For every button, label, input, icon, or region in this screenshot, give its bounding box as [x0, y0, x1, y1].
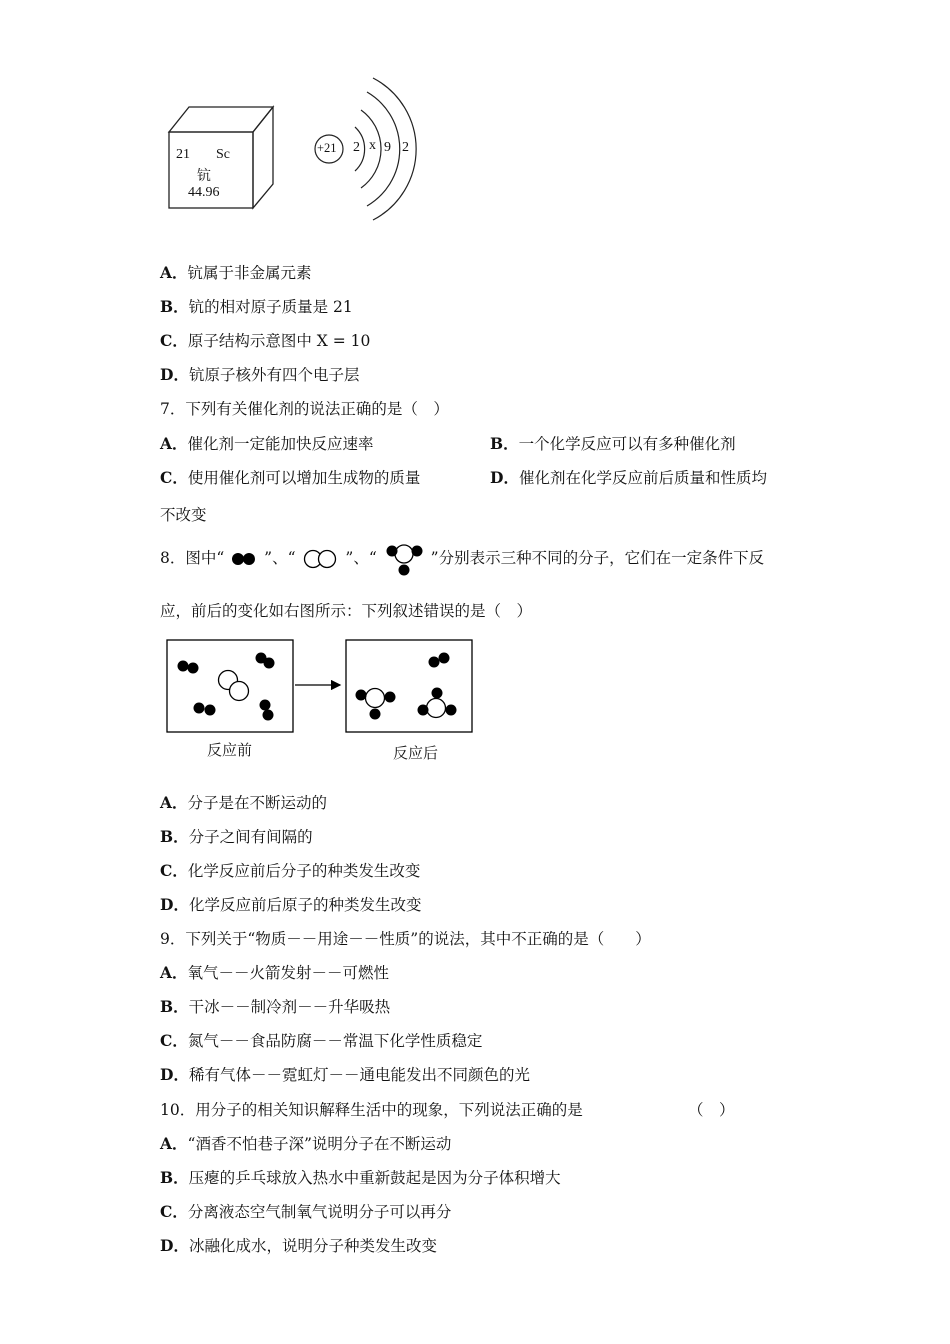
option-label: A． [160, 434, 188, 453]
option-label: D． [160, 1236, 189, 1255]
shell-4-electrons: 2 [402, 140, 409, 155]
option-label: D． [160, 365, 189, 384]
white-diatomic-molecule-icon [300, 548, 340, 570]
shell-1-electrons: 2 [353, 140, 360, 155]
option-text: 分离液态空气制氧气说明分子可以再分 [187, 1203, 452, 1221]
element-card [166, 104, 276, 210]
q8-stem-suffix: ”分别表示三种不同的分子，它们在一定条件下反 [430, 549, 765, 567]
option-label: C． [160, 861, 188, 880]
option-label: A． [160, 963, 188, 982]
option-text: 钪属于非金属元素 [187, 264, 312, 282]
q8-option-a [160, 791, 327, 813]
after-label: 反应后 [393, 744, 439, 762]
option-text: 干冰－－制冷剂－－升华吸热 [188, 998, 391, 1016]
option-label: C． [160, 331, 188, 350]
option-text: 化学反应前后原子的种类发生改变 [188, 896, 422, 914]
option-text: 钪原子核外有四个电子层 [188, 366, 360, 384]
option-text: 氧气－－火箭发射－－可燃性 [187, 964, 390, 982]
option-label: A． [160, 793, 188, 812]
q10-option-d [160, 1234, 437, 1256]
q6-option-a [160, 261, 312, 283]
option-label: C． [160, 468, 188, 487]
q10-option-c [160, 1200, 451, 1222]
option-text: 催化剂一定能加快反应速率 [187, 435, 374, 453]
q8-stem-prefix: 8．图中“ [160, 549, 225, 567]
nucleus-charge: +21 [317, 141, 337, 155]
q8-stem [160, 540, 764, 576]
q7-option-d-continuation: 不改变 [160, 506, 207, 524]
q7-stem: 7．下列有关催化剂的说法正确的是（ ） [160, 400, 449, 418]
reaction-diagram [165, 638, 485, 768]
q10-option-a [160, 1132, 451, 1154]
element-symbol: Sc [216, 147, 230, 162]
option-label: C． [160, 1031, 188, 1050]
black-diatomic-molecule-icon [229, 549, 259, 569]
option-text: 使用催化剂可以增加生成物的质量 [187, 469, 421, 487]
q7-option-a [160, 432, 374, 454]
q9-option-c [160, 1029, 482, 1051]
q8-separator: ”、“ [345, 549, 377, 567]
q9-stem: 9．下列关于“物质－－用途－－性质”的说法，其中不正确的是（ ） [160, 930, 651, 948]
option-label: D． [160, 1065, 189, 1084]
q9-option-b [160, 995, 390, 1017]
triatomic-molecule-icon [382, 541, 426, 577]
option-label: A． [160, 263, 188, 282]
q8-option-c [160, 859, 420, 881]
q7-option-c [160, 466, 420, 488]
q6-option-d [160, 363, 359, 385]
q8-option-d [160, 893, 421, 915]
option-label: B． [160, 297, 189, 316]
option-text: 分子之间有间隔的 [188, 828, 313, 846]
option-label: D． [490, 468, 519, 487]
q6-option-c [160, 329, 370, 351]
option-text: 氮气－－食品防腐－－常温下化学性质稳定 [187, 1032, 483, 1050]
q8-stem-line2: 应，前后的变化如右图所示：下列叙述错误的是（ ） [160, 602, 533, 620]
q6-option-b [160, 295, 353, 317]
option-text: 分子是在不断运动的 [187, 794, 328, 812]
shell-2-electrons: x [369, 138, 376, 153]
option-text: 压瘪的乒乓球放入热水中重新鼓起是因为分子体积增大 [188, 1169, 561, 1187]
q10-paren: （ ） [688, 1101, 735, 1119]
q7-option-d [490, 466, 767, 488]
q9-option-d [160, 1063, 530, 1085]
before-label: 反应前 [207, 741, 253, 759]
q10-stem: 10．用分子的相关知识解释生活中的现象，下列说法正确的是 [160, 1101, 583, 1119]
q10-option-b [160, 1166, 561, 1188]
shell-3-electrons: 9 [384, 140, 391, 155]
option-text: 稀有气体－－霓虹灯－－通电能发出不同颜色的光 [188, 1066, 530, 1084]
q8-option-b [160, 825, 313, 847]
q8-separator: ”、“ [264, 549, 296, 567]
q7-option-b [490, 432, 736, 454]
option-label: D． [160, 895, 189, 914]
option-label: B． [160, 1168, 189, 1187]
option-label: B． [160, 827, 189, 846]
option-text: 化学反应前后分子的种类发生改变 [187, 862, 421, 880]
option-text: 原子结构示意图中 X = 10 [187, 332, 371, 350]
option-label: B． [490, 434, 519, 453]
atom-structure-diagram [305, 72, 425, 222]
atomic-number: 21 [176, 147, 190, 162]
option-label: C． [160, 1202, 188, 1221]
atomic-mass: 44.96 [188, 185, 220, 200]
option-label: A． [160, 1134, 188, 1153]
option-text: 冰融化成水，说明分子种类发生改变 [188, 1237, 437, 1255]
q9-option-a [160, 961, 389, 983]
option-label: B． [160, 997, 189, 1016]
option-text: “酒香不怕巷子深”说明分子在不断运动 [187, 1135, 452, 1153]
option-text: 钪的相对原子质量是 21 [188, 298, 353, 316]
option-text: 催化剂在化学反应前后质量和性质均 [518, 469, 767, 487]
option-text: 一个化学反应可以有多种催化剂 [518, 435, 736, 453]
reaction-boxes [165, 638, 485, 738]
element-name: 钪 [197, 169, 211, 184]
